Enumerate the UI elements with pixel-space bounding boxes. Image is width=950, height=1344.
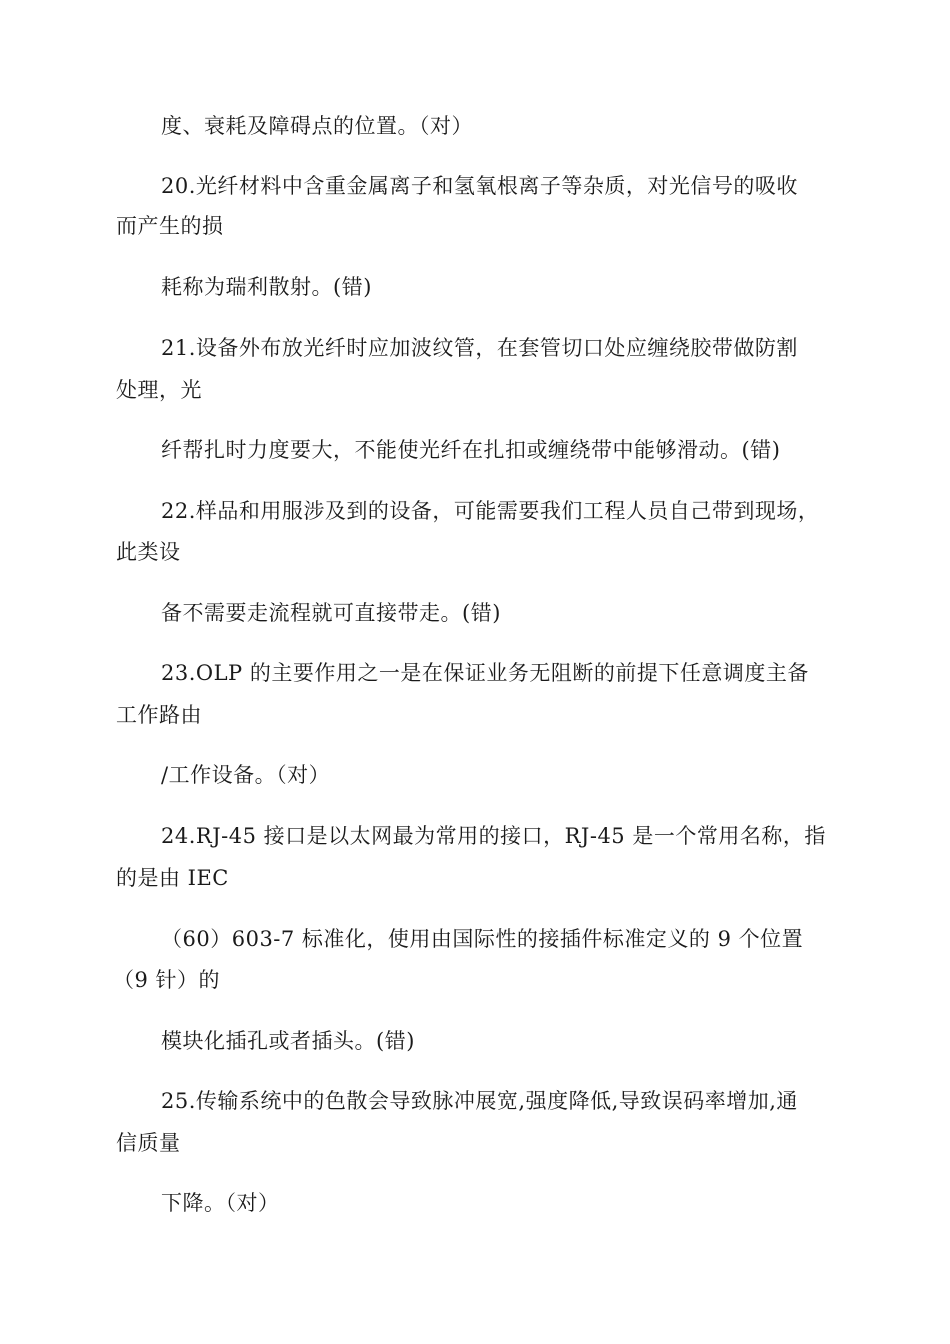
text-line: 耗称为瑞利散射。(错)	[161, 275, 372, 299]
text-line: 的是由 IEC	[116, 866, 229, 890]
text-line: 下降。（对）	[161, 1191, 280, 1215]
text-line: 处理，光	[116, 378, 202, 402]
text-line: 工作路由	[116, 703, 202, 727]
text-line: 模块化插孔或者插头。(错)	[161, 1029, 415, 1053]
text-line: 21.设备外布放光纤时应加波纹管，在套管切口处应缠绕胶带做防割	[161, 336, 798, 360]
text-line: （60）603-7 标准化，使用由国际性的接插件标准定义的 9 个位置	[161, 927, 804, 951]
text-line: 纤帮扎时力度要大，不能使光纤在扎扣或缠绕带中能够滑动。(错)	[161, 438, 781, 462]
text-line: 备不需要走流程就可直接带走。(错)	[161, 601, 501, 625]
text-line: （9 针）的	[113, 968, 221, 992]
text-line: 25.传输系统中的色散会导致脉冲展宽,强度降低,导致误码率增加,通	[161, 1089, 798, 1113]
text-line: 20.光纤材料中含重金属离子和氢氧根离子等杂质，对光信号的吸收	[161, 174, 798, 198]
text-line: 23.OLP 的主要作用之一是在保证业务无阻断的前提下任意调度主备	[161, 661, 809, 685]
text-line: /工作设备。（对）	[161, 763, 331, 787]
text-line: 度、衰耗及障碍点的位置。（对）	[161, 114, 473, 138]
text-line: 而产生的损	[116, 214, 224, 238]
text-line: 信质量	[116, 1131, 181, 1155]
text-line: 此类设	[116, 540, 181, 564]
text-line: 24.RJ-45 接口是以太网最为常用的接口，RJ-45 是一个常用名称，指	[161, 824, 826, 848]
text-line: 22.样品和用服涉及到的设备，可能需要我们工程人员自己带到现场，	[161, 499, 820, 523]
